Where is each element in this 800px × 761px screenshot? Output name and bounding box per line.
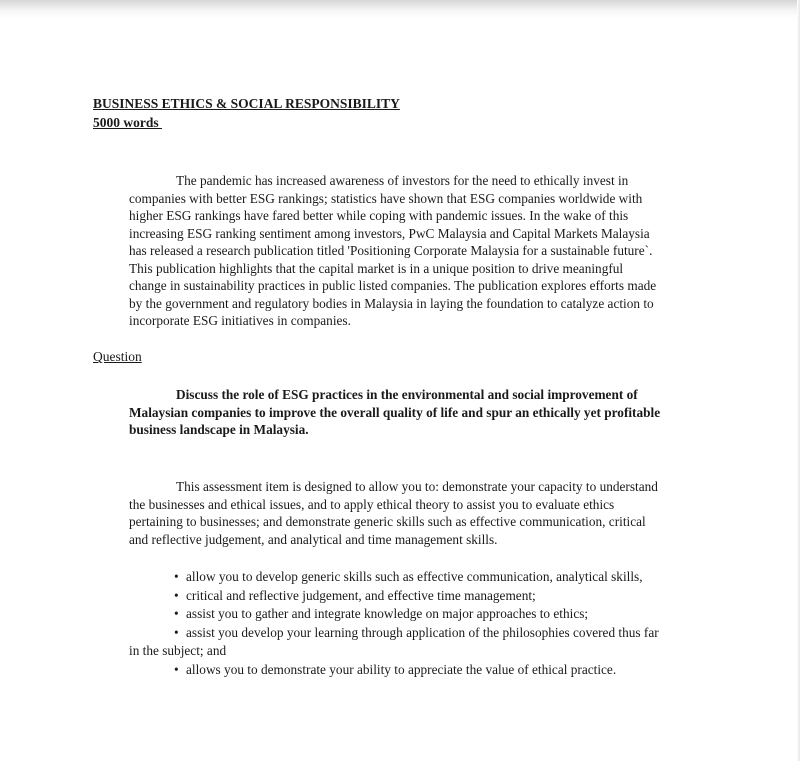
intro-paragraph: [129, 172, 711, 330]
assessment-line: This assessment item is designed to allow you to: demonstrate your capacity to understand: [176, 479, 658, 494]
word-count: 5000 words: [93, 115, 163, 130]
list-item: [129, 605, 729, 624]
bullet-icon: •: [174, 587, 179, 603]
viewer-top-shadow: [0, 0, 800, 18]
list-item: [129, 568, 729, 587]
list-item-text: assist you develop your learning through application of the philosophies covered thus far: [186, 624, 659, 640]
intro-line: higher ESG rankings have fared better while coping with pandemic issues. In the wake of this: [129, 208, 629, 223]
list-item-text: allows you to demonstrate your ability to appreciate the value of ethical practice.: [186, 661, 617, 677]
intro-line: has released a research publication titled 'Positioning Corporate Malaysia for a sustainable future`.: [129, 243, 653, 258]
list-item-text: assist you to gather and integrate knowledge on major approaches to ethics;: [186, 606, 589, 621]
list-item-text: allow you to develop generic skills such as effective communication, analytical skills,: [186, 569, 643, 584]
question-line: Malaysian companies to improve the overall quality of life and spur an ethically yet profitable: [129, 404, 661, 420]
document-title: BUSINESS ETHICS & SOCIAL RESPONSIBILITY: [93, 96, 400, 111]
bullet-icon: •: [174, 569, 179, 584]
bullet-icon: •: [174, 624, 179, 640]
intro-line: The pandemic has increased awareness of investors for the need to ethically invest in: [176, 173, 629, 188]
list-item: [129, 587, 729, 606]
assessment-paragraph: [129, 478, 711, 548]
assessment-line: the businesses and ethical issues, and to apply ethical theory to assist you to evaluate ethics: [129, 496, 615, 512]
list-item-continuation: in the subject; and: [129, 643, 227, 658]
assessment-line: and reflective judgement, and analytical and time management skills.: [129, 531, 498, 547]
intro-line: This publication highlights that the capital market is in a unique position to drive meaningful: [129, 260, 624, 276]
question-line: Discuss the role of ESG practices in the environmental and social improvement of: [176, 387, 638, 402]
bullet-icon: •: [174, 661, 179, 677]
objectives-list: [129, 568, 729, 679]
intro-line: companies with better ESG rankings; statistics have shown that ESG companies worldwide with: [129, 190, 643, 206]
list-item: [129, 661, 729, 680]
intro-line: incorporate ESG initiatives in companies.: [129, 313, 351, 328]
intro-line: change in sustainability practices in public listed companies. The publication explores efforts made: [129, 278, 657, 293]
question-line: business landscape in Malaysia.: [129, 422, 309, 437]
question-text: [129, 386, 711, 439]
list-item: [129, 624, 729, 643]
intro-line: increasing ESG ranking sentiment among investors, PwC Malaysia and Capital Markets Malaysia: [129, 225, 650, 241]
question-label: Question: [93, 349, 142, 364]
list-item-text: critical and reflective judgement, and effective time management;: [186, 587, 536, 603]
assessment-line: pertaining to businesses; and demonstrate generic skills such as effective communication, critical: [129, 514, 646, 529]
intro-line: by the government and regulatory bodies in Malaysia in laying the foundation to catalyze action to: [129, 295, 654, 311]
bullet-icon: •: [174, 606, 179, 621]
